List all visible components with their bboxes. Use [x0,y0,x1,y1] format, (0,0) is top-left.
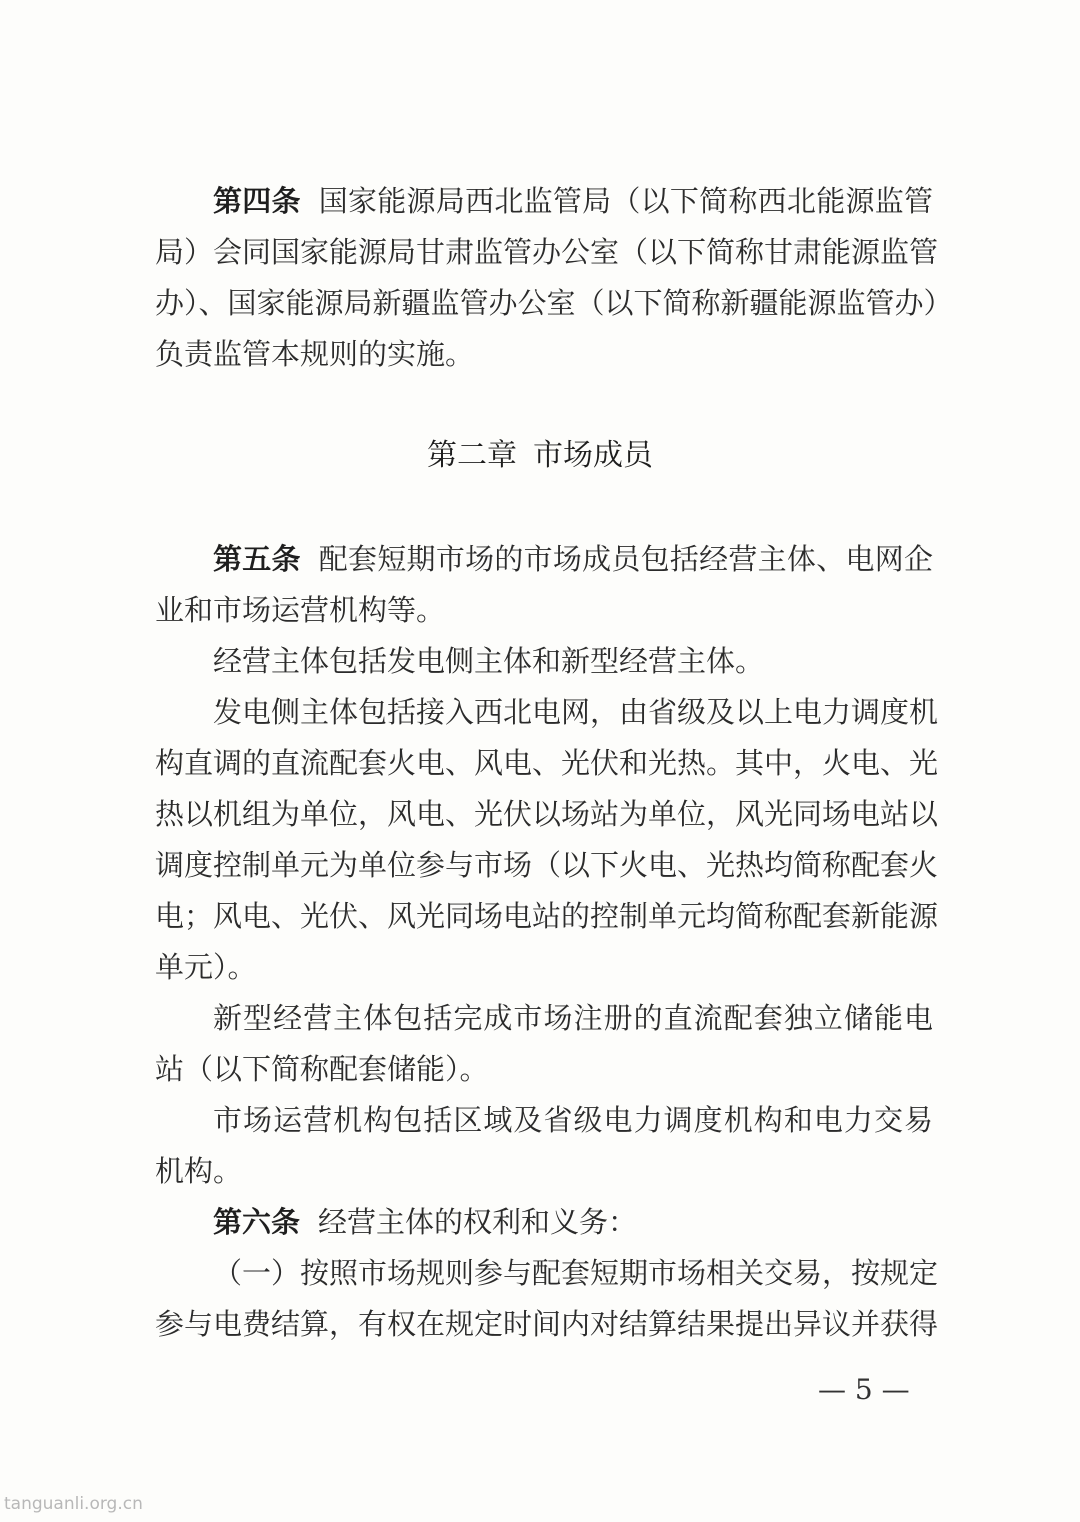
chapter-number: 第二章 [427,438,517,473]
article5-line-13: 机构。 [155,1154,243,1188]
article4-line-4: 负责监管本规则的实施。 [155,337,475,371]
article4-heading: 第四条 [213,184,301,218]
article5-line-3: 经营主体包括发电侧主体和新型经营主体。 [213,644,765,678]
article5-line-11: 站（以下简称配套储能）。 [155,1052,489,1086]
article4-text-1: 国家能源局西北监管局（以下简称西北能源监管 [318,184,933,218]
article4-line-2: 局）会同国家能源局甘肃监管办公室（以下简称甘肃能源监管 [155,235,939,269]
article4-line-3: 办）、国家能源局新疆监管办公室（以下简称新疆能源监管办） [155,286,953,320]
article5-line-12: 市场运营机构包括区域及省级电力调度机构和电力交易 [213,1103,933,1137]
article6-line-2: （一）按照市场规则参与配套短期市场相关交易，按规定 [213,1256,939,1290]
chapter-title: 市场成员 [533,438,653,473]
page-number: — 5 — [818,1373,910,1406]
article5-text-1: 配套短期市场的市场成员包括经营主体、电网企 [318,542,933,576]
article5-line-5: 构直调的直流配套火电、风电、光伏和光热。其中，火电、光 [155,746,939,780]
article5-line-6: 热以机组为单位，风电、光伏以场站为单位，风光同场电站以 [155,797,939,831]
article5-line-9: 单元）。 [155,950,257,984]
article5-line-4: 发电侧主体包括接入西北电网，由省级及以上电力调度机 [213,695,939,729]
watermark-text: tanguanli.org.cn [4,1494,143,1514]
chapter-heading [0,436,1080,476]
article6-line-1 [213,1202,933,1242]
article6-line-3: 参与电费结算，有权在规定时间内对结算结果提出异议并获得 [155,1307,939,1341]
article5-line-8: 电；风电、光伏、风光同场电站的控制单元均简称配套新能源 [155,899,939,933]
article5-line-7: 调度控制单元为单位参与市场（以下火电、光热均简称配套火 [155,848,939,882]
article4-line-1 [213,181,933,221]
article5-line-2: 业和市场运营机构等。 [155,593,446,627]
article6-heading: 第六条 [213,1205,301,1239]
article5-heading: 第五条 [213,542,301,576]
article5-line-10: 新型经营主体包括完成市场注册的直流配套独立储能电 [213,1001,933,1035]
article5-line-1 [213,539,933,579]
article6-text-1: 经营主体的权利和义务： [318,1205,638,1239]
